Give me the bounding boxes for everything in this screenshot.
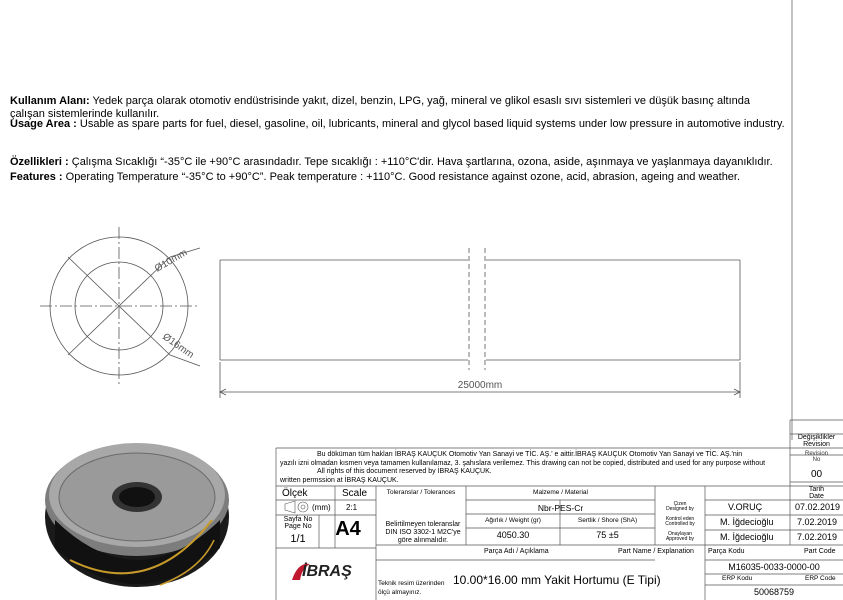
revision-date-label: Tarih Date: [808, 486, 825, 500]
length-dimension: 25000mm: [457, 380, 503, 391]
scale-value: 2:1: [346, 503, 358, 512]
part-name-label-tr: Parça Adı / Açıklama: [484, 548, 549, 555]
approved-value: M. İğdecioğlu: [720, 532, 774, 542]
paper-size: A4: [335, 518, 361, 540]
controlled-date: 7.02.2019: [797, 517, 838, 527]
revision-no-label: Revision No: [804, 451, 828, 463]
approved-label: Onaylayan Approved by: [665, 531, 695, 542]
part-code-value: M16035-0033-0000-00: [728, 562, 820, 572]
approved-date: 7.02.2019: [797, 532, 838, 542]
copyright-notice: Bu döküman tüm hakları İBRAŞ KAUÇUK Otomotiv Yan Sanayi ve TİC. AŞ.' e aittir.İBRAŞ KAUÇUK Otomotiv Yan Sanayi ve TİC. AŞ.'nin yazılı izni olmadan kısmen veya tamamen kullanılamaz, 3. şahıslara verilemez. This drawing can not be copied, distributed and used for any purpose without All rights of this document reserved by İBRAŞ KAUÇUK. written permssion at İBRAŞ KAUÇUK.: [280, 451, 766, 484]
unit-label: (mm): [312, 503, 331, 512]
page-value: 1/1: [290, 533, 306, 545]
olcek-label: Ölçek: [282, 488, 308, 499]
inner-diameter-label: Ø10mm: [153, 247, 190, 275]
erp-label-tr: ERP Kodu: [722, 575, 753, 582]
tolerance-text: Belirtilmeyen toleranslar DIN ISO 3302-1 M2C'ye göre alınmalıdır.: [385, 521, 461, 544]
usage-area-tr: Kullanım Alanı: Yedek parça olarak otomotiv endüstrisinde yakıt, dizel, benzin, LPG, yağ, mineral ve glikol esaslı sıvı sistemleri ve düşük basınç altında çalışan sistemlerinde kullanılır.: [10, 95, 750, 120]
revision-header: Değişiklikler Revision: [797, 434, 836, 448]
part-code-label-en: Part Code: [804, 548, 836, 555]
features-en: Features : Operating Temperature “-35°C to +90°C”. Peak temperature : +110°C. Good resistance against ozone, acid, abrasion, ageing and weather.: [10, 171, 741, 183]
material-label: Malzeme / Material: [533, 489, 588, 496]
part-name-label-en: Part Name / Explanation: [618, 548, 694, 555]
page-no-label: Sayfa No Page No: [283, 516, 313, 530]
controlled-value: M. İğdecioğlu: [720, 517, 774, 527]
designed-date: 07.02.2019: [795, 502, 841, 512]
scale-label: Scale: [342, 488, 368, 499]
weight-value: 4050.30: [496, 530, 530, 540]
weight-label: Ağırlık / Weight (gr): [485, 517, 541, 524]
outer-diameter-label: Ø16mm: [160, 331, 196, 361]
designed-label: Çizen Designed by: [666, 501, 694, 512]
hardness-label: Sertlik / Shore (ShA): [577, 517, 638, 524]
tolerances-label: Toleranslar / Tolerances: [386, 489, 456, 496]
material-value: Nbr-PES-Cr: [537, 503, 584, 513]
part-name-value: 10.00*16.00 mm Yakit Hortumu (E Tipi): [453, 573, 661, 587]
revision-no-value: 00: [810, 469, 823, 480]
designed-value: V.ORUÇ: [728, 502, 763, 512]
erp-value: 50068759: [753, 587, 795, 597]
drawing-note: Teknik resim üzerinden ölçü almayınız.: [378, 580, 445, 596]
usage-area-en: Usage Area : Usable as spare parts for fuel, diesel, gasoline, oil, lubricants, mineral and glycol based liquid systems under low pressure in automotive industry.: [10, 118, 785, 130]
features-tr: Özellikleri : Çalışma Sıcaklığı “-35°C ile +90°C arasındadır. Tepe sıcaklığı : +110°C'dir. Hava şartlarına, ozona, aside, aşınmaya ve yaşlanmaya dayanıklıdır.: [10, 156, 773, 168]
erp-label-en: ERP Code: [805, 575, 836, 582]
part-code-label-tr: Parça Kodu: [708, 548, 745, 555]
company-logo: İBRAŞ: [288, 556, 368, 586]
controlled-label: Kontrol eden Controlled by: [665, 516, 695, 527]
hardness-value: 75 ±5: [596, 530, 619, 540]
